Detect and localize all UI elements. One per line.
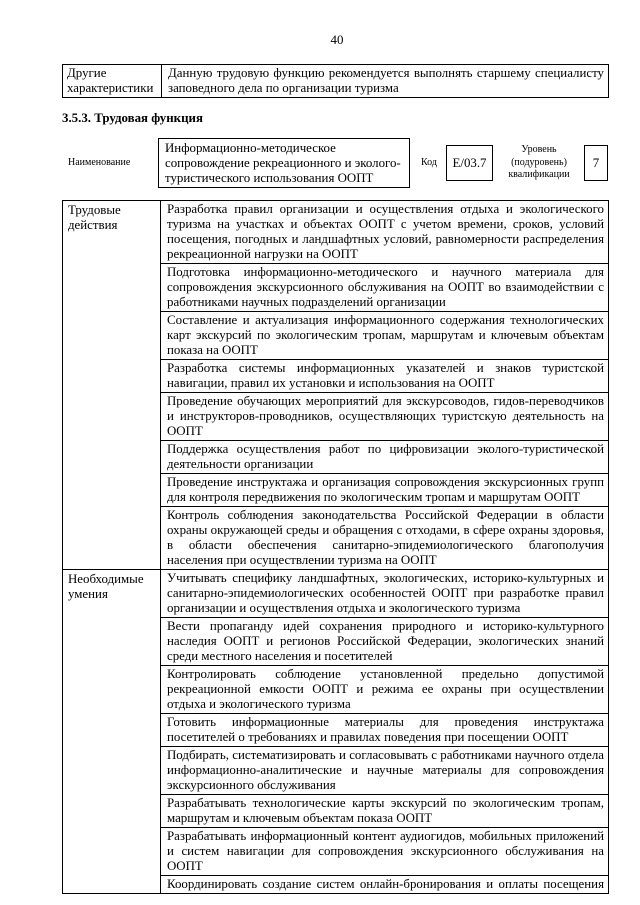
labor-action-item: Разработка правил организации и осуществления отдыха и экологического туризма на участках и объектах ООПТ с учетом времени, сроков, условий посещения, погодных и ландшафтных условий, равномерности распределения рекреационной нагрузки на ООПТ: [161, 201, 609, 264]
qualification-level-box: [584, 145, 608, 181]
other-characteristics-value: Данную трудовую функцию рекомендуется выполнять старшему специалисту заповедного дела по организации туризма: [162, 65, 609, 98]
page-number: 40: [330, 33, 344, 47]
labor-action-item: Подготовка информационно-методического и научного материала для сопровождения экскурсионного обслуживания на ООПТ во взаимодействии с работниками научных подразделений организации: [161, 264, 609, 312]
group-label-labor-actions: Трудовые действия: [63, 201, 161, 570]
table-row: [63, 201, 609, 264]
function-code-box: [446, 145, 493, 181]
table-row: [63, 65, 609, 98]
required-skill-item: Разрабатывать технологические карты экскурсий по экологическим тропам, маршрутам и ключевым объектам показа ООПТ: [161, 795, 609, 828]
labor-action-item: Разработка системы информационных указателей и знаков туристской навигации, правил их установки и использования на ООПТ: [161, 360, 609, 393]
labor-function-table: [62, 200, 609, 894]
required-skill-item: Учитывать специфику ландшафтных, экологических, историко-культурных и санитарно-эпидемиологических особенностей ООПТ при разработке правил организации и осуществления отдыха и экологического туризма: [161, 570, 609, 618]
required-skill-item: Координировать создание систем онлайн-бронирования и оплаты посещения: [161, 876, 609, 894]
function-name-box: Информационно-методическое сопровождение рекреационного и эколого-туристического использования ООПТ: [158, 138, 410, 188]
required-skill-item: Подбирать, систематизировать и согласовывать с работниками научного отдела информационно-аналитические и научные материалы для сопровождения экскурсионного обслуживания: [161, 747, 609, 795]
labor-action-item: Проведение обучающих мероприятий для экскурсоводов, гидов-переводчиков и инструкторов-проводников, осуществляющих туристскую деятельность на ООПТ: [161, 393, 609, 441]
required-skill-item: Разрабатывать информационный контент аудиогидов, мобильных приложений и систем навигации для сопровождения экскурсионного обслуживания на ООПТ: [161, 828, 609, 876]
group-label-required-skills: Необходимые умения: [63, 570, 161, 894]
function-name-label: Наименование: [68, 157, 131, 168]
qualification-level-value: 7: [592, 155, 600, 170]
function-code-value: Е/03.7: [452, 155, 487, 170]
required-skill-item: Готовить информационные материалы для проведения инструктажа посетителей о требованиях и правилах поведения при посещении ООПТ: [161, 714, 609, 747]
table-row: [63, 570, 609, 618]
function-code-label: Код: [421, 157, 437, 168]
other-characteristics-table: [62, 64, 609, 98]
labor-action-item: Контроль соблюдения законодательства Российской Федерации в области охраны окружающей среды и обращения с отходами, в сфере охраны здоровья, в области обеспечения санитарно-эпидемиологического благополучия населения при осуществлении туризма на ООПТ: [161, 507, 609, 570]
section-heading: 3.5.3. Трудовая функция: [62, 111, 203, 125]
labor-action-item: Проведение инструктажа и организация сопровождения экскурсионных групп для контроля передвижения по экологическим тропам и маршрутам ООПТ: [161, 474, 609, 507]
qualification-level-label: Уровень (подуровень) квалификации: [508, 144, 570, 180]
required-skill-item: Вести пропаганду идей сохранения природного и историко-культурного наследия ООПТ и регионов Российской Федерации, экологических знаний среди местного населения и посетителей: [161, 618, 609, 666]
required-skill-item: Контролировать соблюдение установленной предельно допустимой рекреационной емкости ООПТ и режима ее охраны при осуществлении отдыха и экологического туризма: [161, 666, 609, 714]
other-characteristics-label: Другие характеристики: [63, 65, 162, 98]
labor-action-item: Поддержка осуществления работ по цифровизации эколого-туристической деятельности организации: [161, 441, 609, 474]
labor-action-item: Составление и актуализация информационного содержания технологических карт экскурсий по экологическим тропам, маршрутам и ключевым объектам показа на ООПТ: [161, 312, 609, 360]
